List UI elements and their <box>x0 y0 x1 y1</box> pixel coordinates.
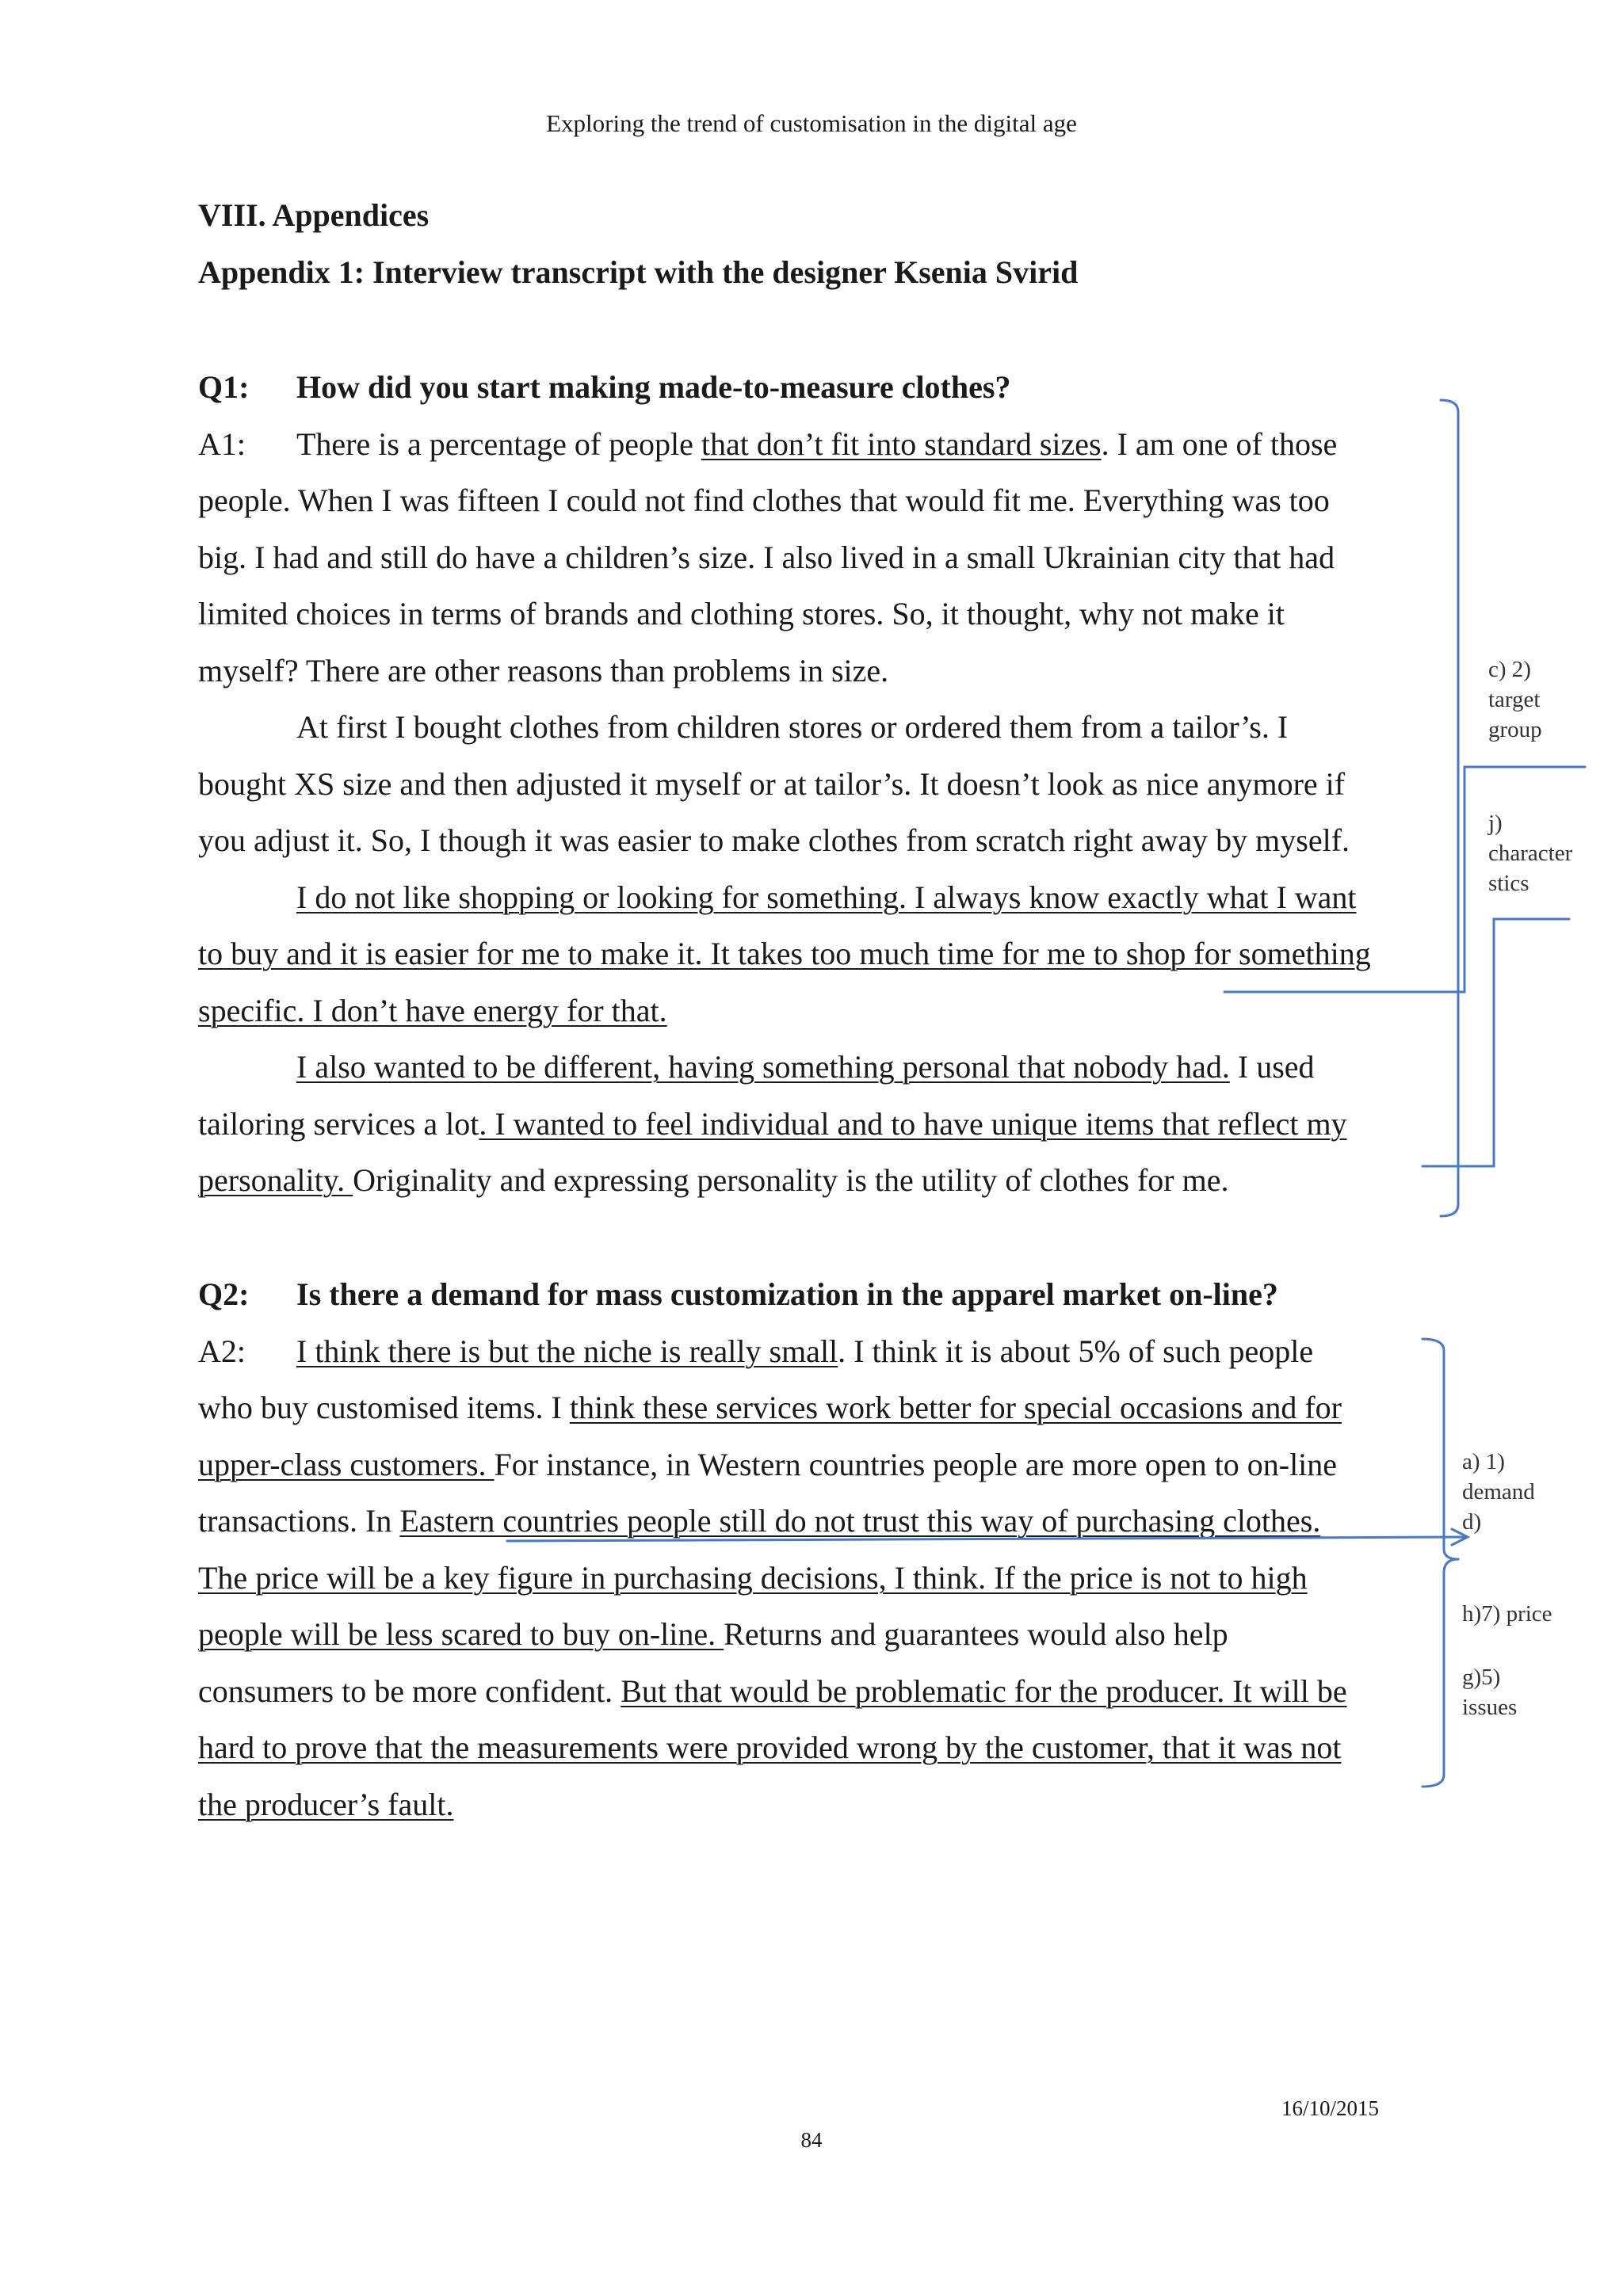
text-run: I used <box>1229 1049 1315 1085</box>
answer-1-line: limited choices in terms of brands and clothing stores. So, it thought, why not make it <box>198 596 1285 631</box>
answer-1-line: people. When I was fifteen I could not find clothes that would fit me. Everything was too <box>198 482 1330 518</box>
answer-label: A1: <box>198 426 246 462</box>
underlined-run: to buy and it is easier for me to make it. It takes too much time for me to shop for something <box>198 936 1371 971</box>
underlined-run: upper-class customers. <box>198 1447 495 1482</box>
underlined-run: that don’t fit into standard sizes <box>701 426 1102 462</box>
underlined-run: think these services work better for special occasions and for <box>569 1390 1342 1425</box>
underlined-run: The price will be a key figure in purchasing decisions, I think. If the price is not to high <box>198 1560 1308 1596</box>
underlined-run: . I wanted to feel individual and to have unique items that reflect my <box>479 1106 1347 1142</box>
text-run: Returns and guarantees would also help <box>724 1616 1228 1652</box>
answer-1-line: myself? There are other reasons than problems in size. <box>198 653 889 688</box>
text-run: . I am one of those <box>1101 426 1338 462</box>
underlined-run: Eastern countries people still do not trust this way of purchasing clothes. <box>399 1503 1321 1539</box>
annotation-target-group: c) 2) target group <box>1488 657 1542 742</box>
question-label: Q1: <box>198 369 250 405</box>
underlined-run: the producer’s fault. <box>198 1787 454 1822</box>
question-text: Is there a demand for mass customization in the apparel market on-line? <box>296 1276 1278 1312</box>
text-run: Originality and expressing personality is the utility of clothes for me. <box>353 1162 1229 1198</box>
text-run: There is a percentage of people <box>296 426 701 462</box>
text-run: For instance, in Western countries people are more open to on-line <box>494 1447 1338 1482</box>
bracket-a1 <box>1441 400 1458 1216</box>
answer-1-line: bought XS size and then adjusted it myself or at tailor’s. It doesn’t look as nice anymore if <box>198 766 1346 802</box>
bracket-a2-bottom <box>1423 1559 1458 1787</box>
question-label: Q2: <box>198 1276 250 1312</box>
underlined-run: But that would be problematic for the producer. It will be <box>621 1673 1347 1709</box>
annotation-issues: g)5) issues <box>1462 1665 1518 1720</box>
question-text: How did you start making made-to-measure clothes? <box>296 369 1011 405</box>
page-number: 84 <box>800 2128 823 2152</box>
answer-1-line: At first I bought clothes from children stores or ordered them from a tailor’s. I <box>296 709 1289 745</box>
text-run: tailoring services a lot <box>198 1106 479 1142</box>
underlined-run: I do not like shopping or looking for something. I always know exactly what I want <box>296 879 1357 915</box>
section-title: VIII. Appendices <box>198 197 430 233</box>
answer-label: A2: <box>198 1333 246 1369</box>
underlined-run: I also wanted to be different, having something personal that nobody had. <box>296 1049 1230 1085</box>
underlined-run: I think there is but the niche is really small <box>296 1333 838 1369</box>
underlined-run: personality. <box>198 1162 353 1198</box>
underlined-run: specific. I don’t have energy for that. <box>198 993 667 1028</box>
footer-date: 16/10/2015 <box>1281 2096 1380 2120</box>
underlined-run: people will be less scared to buy on-line. <box>198 1616 724 1652</box>
annotation-characteristics: j) character stics <box>1488 810 1573 896</box>
text-run: consumers to be more confident. <box>198 1673 621 1709</box>
text-run: . I think it is about 5% of such people <box>838 1333 1314 1369</box>
answer-1-line: big. I had and still do have a children’s size. I also lived in a small Ukrainian city that had <box>198 540 1335 575</box>
annotation-price: h)7) price <box>1462 1601 1552 1627</box>
text-run: who buy customised items. I <box>198 1390 570 1425</box>
underlined-run: hard to prove that the measurements were provided wrong by the customer, that it was not <box>198 1730 1342 1765</box>
text-run: transactions. In <box>198 1503 400 1539</box>
answer-1-line: you adjust it. So, I though it was easier to make clothes from scratch right away by myself. <box>198 822 1350 858</box>
appendix-title: Appendix 1: Interview transcript with the designer Ksenia Svirid <box>198 254 1079 290</box>
bracket-a2-top <box>1423 1339 1458 1559</box>
running-header: Exploring the trend of customisation in the digital age <box>546 109 1077 137</box>
annotation-demand: a) 1) demand d) <box>1462 1449 1535 1535</box>
arrow-line <box>507 1537 1466 1541</box>
